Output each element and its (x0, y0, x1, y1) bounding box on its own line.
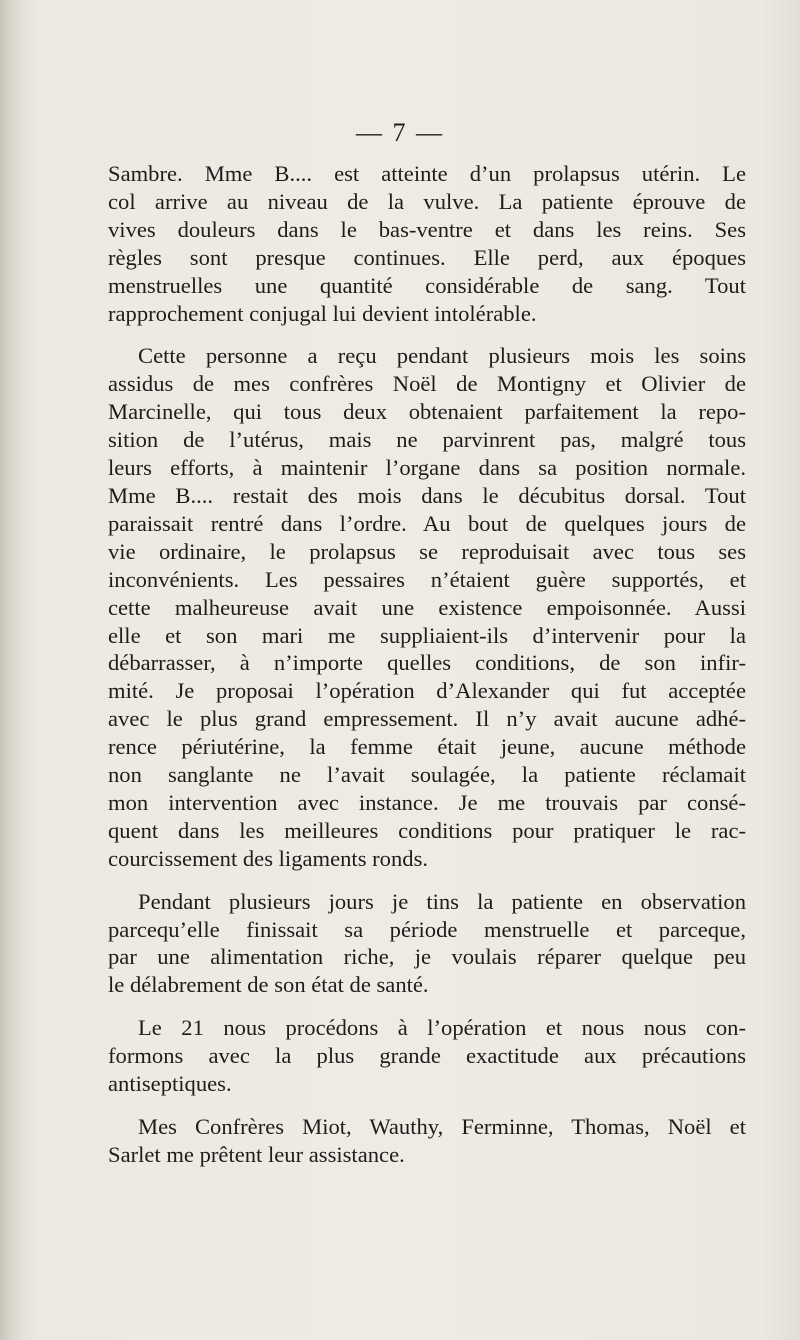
text-line: mon intervention avec instance. Je me trouvais par consé- (108, 789, 746, 815)
text-line: Cette personne a reçu pendant plusieurs mois les soins (138, 343, 746, 369)
binding-shadow (0, 0, 22, 1340)
text-line: vie ordinaire, le prolapsus se reproduisait avec tous ses (108, 538, 746, 564)
text-line: vives douleurs dans le bas-ventre et dans les reins. Ses (108, 216, 746, 242)
text-line: Le 21 nous procédons à l’opération et nous nous con- (138, 1015, 746, 1041)
text-line: Mes Confrères Miot, Wauthy, Ferminne, Thomas, Noël et (138, 1114, 746, 1139)
paragraph-5 (108, 1113, 746, 1169)
paragraph-4 (108, 1014, 746, 1098)
paragraph-2 (108, 342, 746, 872)
text-line: menstruelles une quantité considérable de sang. Tout (108, 272, 746, 298)
paragraph-1 (108, 160, 746, 327)
text-line: le délabrement de son état de santé. (108, 972, 429, 998)
text-line: Sarlet me prêtent leur assistance. (108, 1141, 405, 1167)
text-line: col arrive au niveau de la vulve. La patiente éprouve de (108, 188, 746, 214)
text-line: paraissait rentré dans l’ordre. Au bout de quelques jours de (108, 510, 746, 536)
paragraph-3 (108, 888, 746, 1000)
body-text (108, 160, 746, 1169)
text-line: quent dans les meilleures conditions pour pratiquer le rac- (108, 817, 746, 843)
text-line: parcequ’elle finissait sa période menstruelle et parceque, (108, 916, 746, 942)
text-line: avec le plus grand empressement. Il n’y avait aucune adhé- (108, 706, 746, 732)
text-line: Sambre. Mme B.... est atteinte d’un prolapsus utérin. Le (108, 161, 746, 186)
text-line: Mme B.... restait des mois dans le décubitus dorsal. Tout (108, 482, 746, 508)
text-line: leurs efforts, à maintenir l’organe dans sa position normale. (108, 455, 746, 481)
text-line: Marcinelle, qui tous deux obtenaient parfaitement la repo- (108, 399, 746, 425)
text-line: non sanglante ne l’avait soulagée, la patiente réclamait (108, 762, 746, 788)
text-line: mité. Je proposai l’opération d’Alexander qui fut acceptée (108, 678, 746, 704)
text-line: inconvénients. Les pessaires n’étaient guère supportés, et (108, 566, 746, 592)
text-line: rence périutérine, la femme était jeune, aucune méthode (108, 734, 746, 760)
text-line: courcissement des ligaments ronds. (108, 845, 429, 871)
text-line: assidus de mes confrères Noël de Montigny et Olivier de (108, 371, 746, 397)
page-number: — 7 — (356, 118, 444, 147)
text-line: Pendant plusieurs jours je tins la patiente en observation (138, 888, 746, 914)
text-line: par une alimentation riche, je voulais réparer quelque peu (108, 944, 746, 970)
text-line: sition de l’utérus, mais ne parvinrent pas, malgré tous (108, 427, 746, 453)
text-line: formons avec la plus grande exactitude aux précautions (108, 1043, 746, 1069)
text-line: cette malheureuse avait une existence empoisonnée. Aussi (108, 594, 746, 620)
text-line: rapprochement conjugal lui devient intolérable. (108, 300, 537, 326)
text-line: antiseptiques. (108, 1071, 232, 1097)
text-line: elle et son mari me suppliaient-ils d’intervenir pour la (108, 622, 746, 648)
text-line: règles sont presque continues. Elle perd, aux époques (108, 244, 746, 270)
text-line: débarrasser, à n’importe quelles conditions, de son infir- (108, 650, 746, 676)
